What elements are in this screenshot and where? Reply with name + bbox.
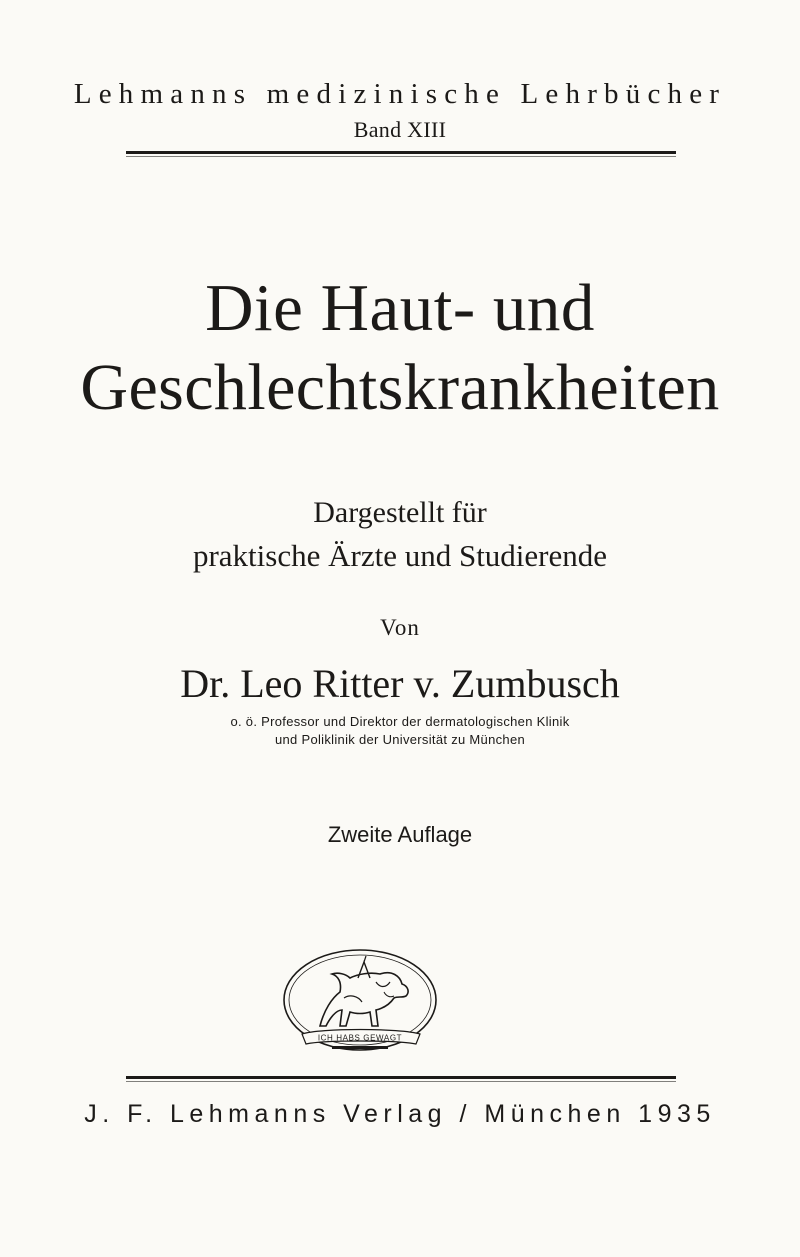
volume-number: Band XIII	[353, 117, 447, 142]
author-name: Dr. Leo Ritter v. Zumbusch	[180, 661, 620, 706]
subtitle-line-1: Dargestellt für	[313, 496, 487, 529]
publisher-motto: ICH HABS GEWAGT	[317, 1033, 403, 1043]
subtitle-line-2: praktische Ärzte und Studierende	[192, 538, 608, 573]
bottom-rule-thin	[126, 1081, 676, 1082]
edition-label: Zweite Auflage	[327, 822, 473, 847]
top-rule-thin	[126, 156, 676, 157]
book-title-line-1: Die Haut- und	[205, 271, 595, 345]
series-title: Lehmanns medizinische Lehrbücher	[73, 78, 727, 110]
publisher-imprint: J. F. Lehmanns Verlag / München 1935	[84, 1100, 716, 1128]
publisher-device-icon	[280, 948, 440, 1058]
bottom-rule	[126, 1076, 676, 1079]
book-title-line-2: Geschlechtskrankheiten	[80, 351, 720, 424]
by-label: Von	[380, 615, 420, 640]
author-affiliation-line-2: und Poliklinik der Universität zu München	[274, 732, 526, 747]
top-rule	[126, 151, 676, 154]
author-affiliation-line-1: o. ö. Professor und Direktor der dermatologischen Klinik	[230, 714, 570, 729]
